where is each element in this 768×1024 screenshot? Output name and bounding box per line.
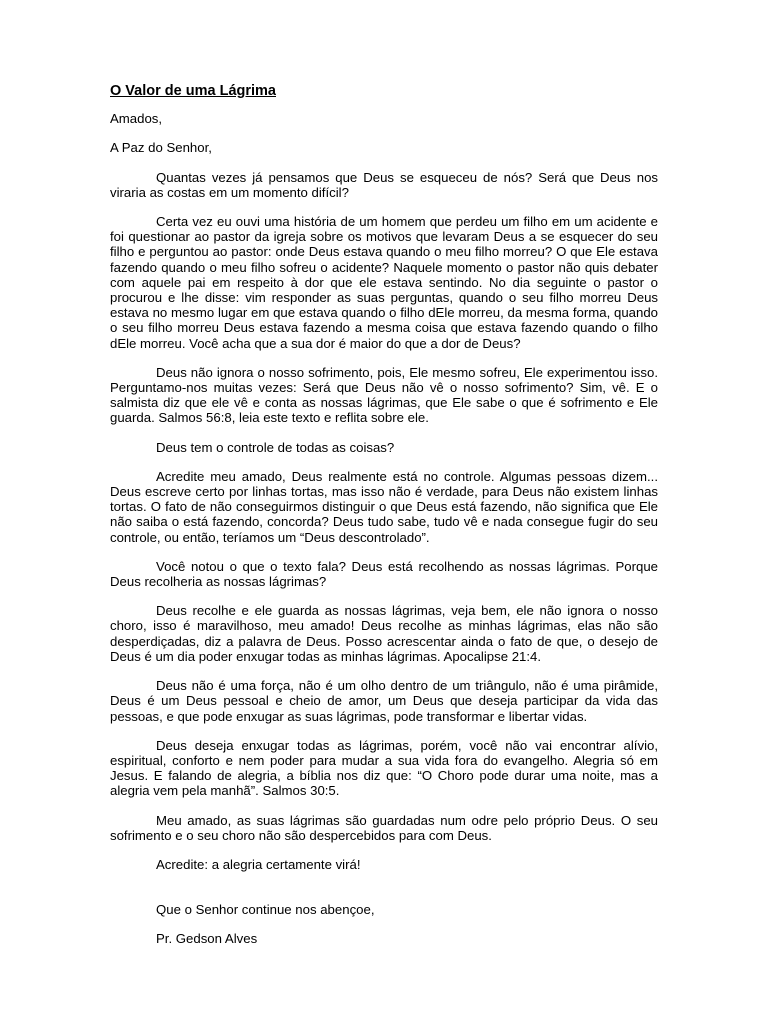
paragraph-11: Acredite: a alegria certamente virá! xyxy=(156,856,361,872)
greeting: Amados, xyxy=(110,111,163,127)
paragraph-8: Deus não é uma força, não é um olho dentro de um triângulo, não é uma pirâmide, Deus é um Deus pessoal e cheio de amor, um Deus que deseja participar da vida das pessoas, e que pode enxugar as suas lágrimas, pode transformar e libertar vidas. xyxy=(110,678,658,724)
signature: Pr. Gedson Alves xyxy=(156,931,258,947)
paragraph-6: Você notou o que o texto fala? Deus está recolhendo as nossas lágrimas. Porque Deus recolheria as nossas lágrimas? xyxy=(110,558,658,590)
spacer xyxy=(110,886,658,902)
closing: Que o Senhor continue nos abençoe, xyxy=(156,902,375,918)
salutation: A Paz do Senhor, xyxy=(110,140,212,156)
paragraph-7: Deus recolhe e ele guarda as nossas lágrimas, veja bem, ele não ignora o nosso choro, isso é maravilhoso, meu amado! Deus recolhe as minhas lágrimas, elas não são desperdiçadas, diz a palavra de Deus. Posso acrescentar ainda o fato de que, o desejo de Deus é um dia poder enxugar todas as minhas lágrimas. Apocalipse 21:4. xyxy=(110,603,658,664)
paragraph-3: Deus não ignora o nosso sofrimento, pois, Ele mesmo sofreu, Ele experimentou isso. Perguntamo-nos muitas vezes: Será que Deus não vê o nosso sofrimento? Sim, vê. E o salmista diz que ele vê e conta as nossas lágrimas, que Ele sabe o que é sofrimento e Ele guarda. Salmos 56:8, leia este texto e reflita sobre ele. xyxy=(110,364,658,426)
paragraph-1: Quantas vezes já pensamos que Deus se esqueceu de nós? Será que Deus nos viraria as costas em um momento difícil? xyxy=(110,169,658,200)
paragraph-4: Deus tem o controle de todas as coisas? xyxy=(156,439,395,455)
paragraph-9: Deus deseja enxugar todas as lágrimas, porém, você não vai encontrar alívio, espiritual, conforto e nem poder para mudar a sua vida fora do evangelho. Alegria só em Jesus. E falando de alegria, a bíblia nos diz que: “O Choro pode durar uma noite, mas a alegria vem pela manhã”. Salmos 30:5. xyxy=(110,737,658,799)
paragraph-10: Meu amado, as suas lágrimas são guardadas num odre pelo próprio Deus. O seu sofrimento e o seu choro não são despercebidos para com Deus. xyxy=(110,812,658,843)
document-page xyxy=(110,84,658,961)
paragraph-5: Acredite meu amado, Deus realmente está no controle. Algumas pessoas dizem... Deus escreve certo por linhas tortas, mas isso não é verdade, para Deus não existem linhas tortas. O fato de não conseguirmos distinguir o que Deus está fazendo, não significa que Ele não saiba o está fazendo, concorda? Deus tudo sabe, tudo vê e nada consegue fugir do seu controle, ou então, teríamos um “Deus descontrolado”. xyxy=(110,468,658,545)
document-title: O Valor de uma Lágrima xyxy=(110,83,276,99)
paragraph-2: Certa vez eu ouvi uma história de um homem que perdeu um filho em um acidente e foi questionar ao pastor da igreja sobre os motivos que levaram Deus a se esquecer do seu filho e perguntou ao pastor: onde Deus estava quando o meu filho morreu? O que Ele estava fazendo quando o meu filho sofreu o acidente? Naquele momento o pastor não quis debater com aquele pai em respeito à dor que ele estava sentindo. No dia seguinte o pastor o procurou e lhe disse: vim responder as suas perguntas, quando o seu filho morreu Deus estava no mesmo lugar em que estava quando o filho dEle morreu, da mesma forma, quando o seu filho morreu Deus estava fazendo a mesma coisa que estava fazendo quando o filho dEle morreu. Você acha que a sua dor é maior do que a dor de Deus? xyxy=(110,214,658,351)
